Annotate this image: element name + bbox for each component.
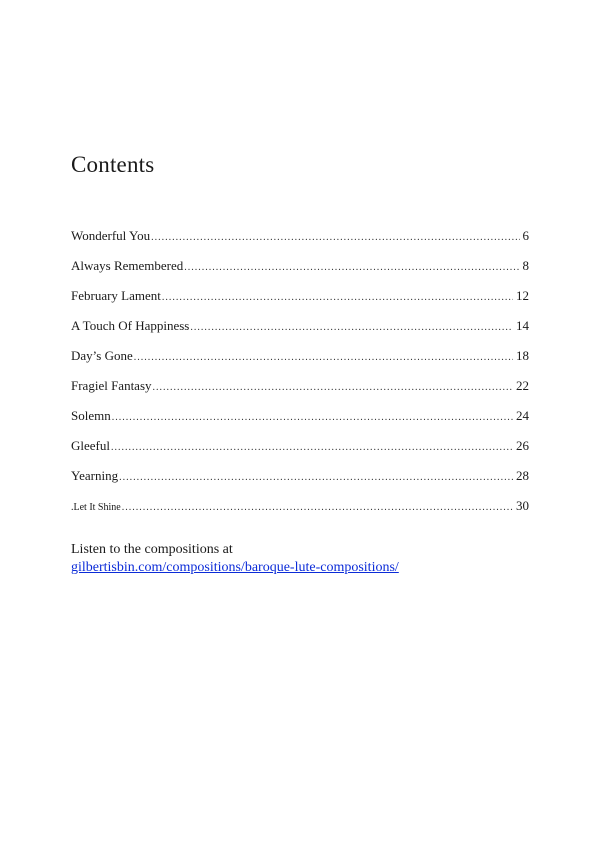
toc-entry[interactable] — [71, 258, 529, 288]
toc-entry-page: 30 — [516, 498, 529, 513]
toc-entry-page: 6 — [522, 228, 529, 243]
toc-entry-page: 22 — [516, 378, 529, 393]
toc-entry[interactable] — [71, 348, 529, 378]
toc-dot-leader — [184, 262, 519, 273]
toc-dot-leader — [111, 442, 513, 453]
toc-dot-leader — [122, 502, 513, 513]
toc-entry[interactable] — [71, 288, 529, 318]
toc-dot-leader — [151, 232, 519, 243]
table-of-contents — [71, 228, 529, 528]
toc-entry-title: A Touch Of Happiness — [71, 318, 190, 333]
toc-entry-title: Wonderful You — [71, 228, 151, 243]
toc-entry-page: 24 — [516, 408, 529, 423]
toc-dot-leader — [153, 382, 513, 393]
toc-entry[interactable] — [71, 378, 529, 408]
toc-entry-page: 26 — [516, 438, 529, 453]
compositions-link[interactable]: gilbertisbin.com/compositions/baroque-lute-compositions/ — [71, 560, 399, 575]
toc-dot-leader — [119, 472, 513, 483]
toc-dot-leader — [162, 292, 513, 303]
toc-entry-title: Always Remembered — [71, 258, 184, 273]
toc-dot-leader — [190, 322, 513, 333]
toc-entry[interactable] — [71, 318, 529, 348]
toc-entry-title: Solemn — [71, 408, 111, 423]
toc-entry[interactable] — [71, 468, 529, 498]
toc-dot-leader — [112, 412, 513, 423]
toc-entry-title: Yearning — [71, 468, 119, 483]
toc-entry-title: Gleeful — [71, 438, 110, 453]
toc-entry[interactable] — [71, 228, 529, 258]
toc-entry-title: Fragiel Fantasy — [71, 378, 152, 393]
page-title: Contents — [71, 152, 155, 177]
toc-entry-page: 14 — [516, 318, 529, 333]
toc-entry-title: Day’s Gone — [71, 348, 133, 363]
toc-entry-title: .Let It Shine — [71, 502, 121, 513]
listen-section — [71, 541, 399, 577]
toc-entry[interactable] — [71, 498, 529, 528]
toc-dot-leader — [134, 352, 513, 363]
listen-text: Listen to the compositions at — [71, 542, 233, 557]
toc-entry-title: February Lament — [71, 288, 161, 303]
toc-entry-page: 28 — [516, 468, 529, 483]
toc-entry[interactable] — [71, 408, 529, 438]
toc-entry-page: 12 — [516, 288, 529, 303]
toc-entry-page: 8 — [522, 258, 529, 273]
toc-entry-page: 18 — [516, 348, 529, 363]
toc-entry[interactable] — [71, 438, 529, 468]
